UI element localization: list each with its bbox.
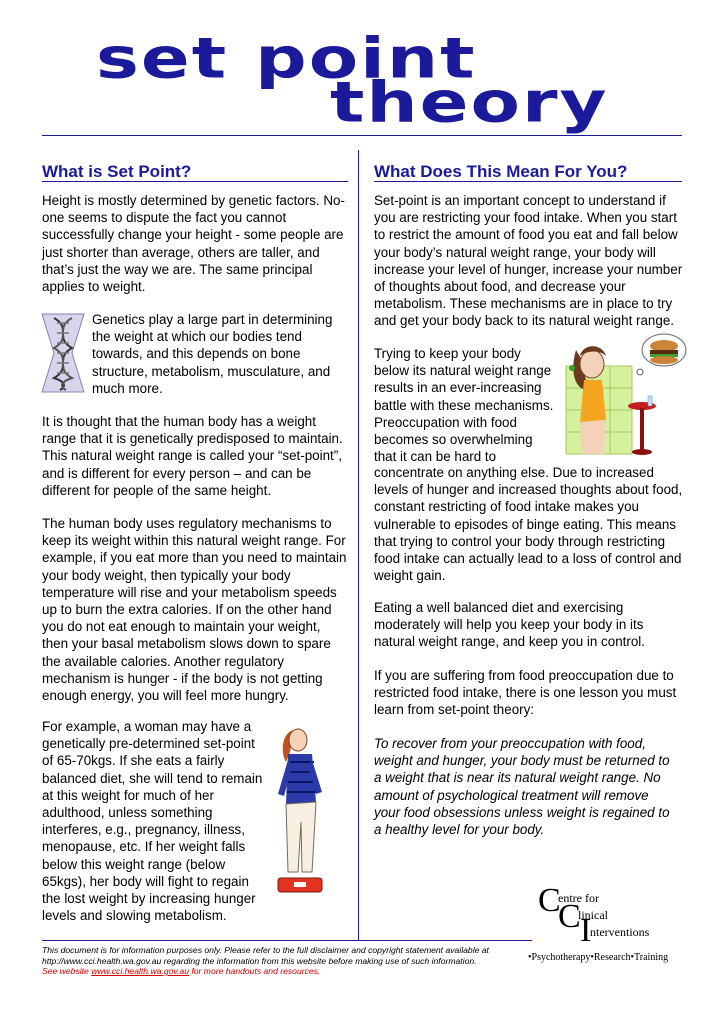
right-heading-rule: [374, 181, 682, 182]
footer-line-3-pre: See website: [42, 966, 92, 976]
left-heading: What is Set Point?: [42, 162, 192, 181]
footer-line-3: [42, 966, 542, 977]
left-para-4: The human body uses regulatory mechanisms to keep its weight within this natural weight range. For example, if you eat more than you need to maintain your body weight, then typically your body temperature will rise and your metabolism speeds up to burn the extra calories. If on the other hand you do not eat enough to maintain your weight, then your basal metabolism slows down to spare the available calories. Another regulatory mechanism is hunger - if the body is not getting enough energy, you will feel more hungry.: [42, 516, 347, 704]
logo-text-clinical: linical: [578, 908, 608, 922]
footer-line-3-post: for more handouts and resources.: [188, 966, 321, 976]
title-banner: [0, 0, 724, 140]
title-line-1: set point: [96, 25, 477, 91]
right-para-5: To recover from your preoccupation with food, weight and hunger, your body must be returned to a weight that is near its natural weight range. No amount of psychological treatment will remove your food obsessions unless weight is regained to a healthy level for your body.: [374, 736, 670, 838]
right-para-3: Eating a well balanced diet and exercising moderately will help you keep your body in its natural weight range, and keep you in control.: [374, 600, 645, 650]
logo-letter-i: I: [580, 912, 592, 949]
cci-logo: [528, 882, 688, 966]
left-heading-rule: [42, 181, 348, 182]
right-heading: What Does This Mean For You?: [374, 162, 628, 181]
right-para-4: If you are suffering from food preoccupation due to restricted food intake, there is one lesson you must learn from set-point theory:: [374, 668, 677, 718]
logo-letter-c1: C: [538, 882, 561, 919]
title-rule: [42, 135, 682, 136]
logo-text-interventions: nterventions: [590, 925, 650, 939]
footer-website-link[interactable]: www.cci.health.wa.gov.au: [91, 966, 189, 976]
footer-disclaimer: [42, 945, 542, 977]
left-para-1: Height is mostly determined by genetic factors. No-one seems to dispute the fact you cannot successfully change your height - some people are just shorter than average, others are taller, and that’s just the way we are. The same principal applies to weight.: [42, 193, 345, 295]
right-para-1: Set-point is an important concept to understand if you are restricting your food intake. When you start to restrict the amount of food you eat and fall below your body’s natural weight range, your body will increase your level of hunger, increase your number of thoughts about food, and decrease your metabolism. These mechanisms are in place to try and get your body back to its natural weight range.: [374, 193, 683, 329]
left-para-2: Genetics play a large part in determining the weight at which our bodies tend towards, and this depends on bone structure, metabolism, musculature, and much more.: [92, 312, 333, 396]
left-para-5: For example, a woman may have a genetically pre-determined set-point of 65-70kgs. If she eats a fairly balanced diet, she will tend to remain at this weight for much of her adulthood, unless something interferes, e.g., pregnancy, illness, menopause, etc. If her weight falls below this weight range (below 65kgs), her body will fight to regain the lost weight by increasing hunger levels and slowing metabolism.: [42, 719, 263, 924]
woman-on-scale-icon: [272, 722, 330, 900]
footer-rule: [42, 940, 532, 941]
left-para-3: It is thought that the human body has a weight range that it is genetically predisposed to maintain. This natural weight range is called your “set-point”, and is different for every person – and can be different for people of the same height.: [42, 414, 343, 498]
dna-icon: [40, 312, 86, 394]
logo-tagline: •Psychotherapy•Research•Training: [528, 952, 669, 963]
footer-line-2: http://www.cci.health.wa.gov.au regarding the information from this website before making use of such information.: [42, 955, 477, 966]
footer-line-1: This document is for information purposes only. Please refer to the full disclaimer and copyright statement available at: [42, 945, 489, 955]
girl-thinking-of-burger-icon: [560, 330, 690, 460]
right-para-2a: Trying to keep your body below its natural weight range results in an ever-increasing battle with these mechanisms. Preoccupation with food becomes so overwhelming that it can be hard to: [374, 346, 554, 465]
right-para-2b: concentrate on anything else. Due to increased levels of hunger and increased thoughts about food, constant restricting of food intake makes you vulnerable to episodes of binge eating. This means that trying to control your body through restricting food intake can actually lead to a loss of control and weight gain.: [374, 465, 683, 584]
logo-text-centre: entre for: [558, 891, 599, 905]
title-line-2: theory: [330, 69, 609, 135]
logo-letter-c2: C: [558, 898, 581, 935]
column-divider: [358, 150, 359, 940]
